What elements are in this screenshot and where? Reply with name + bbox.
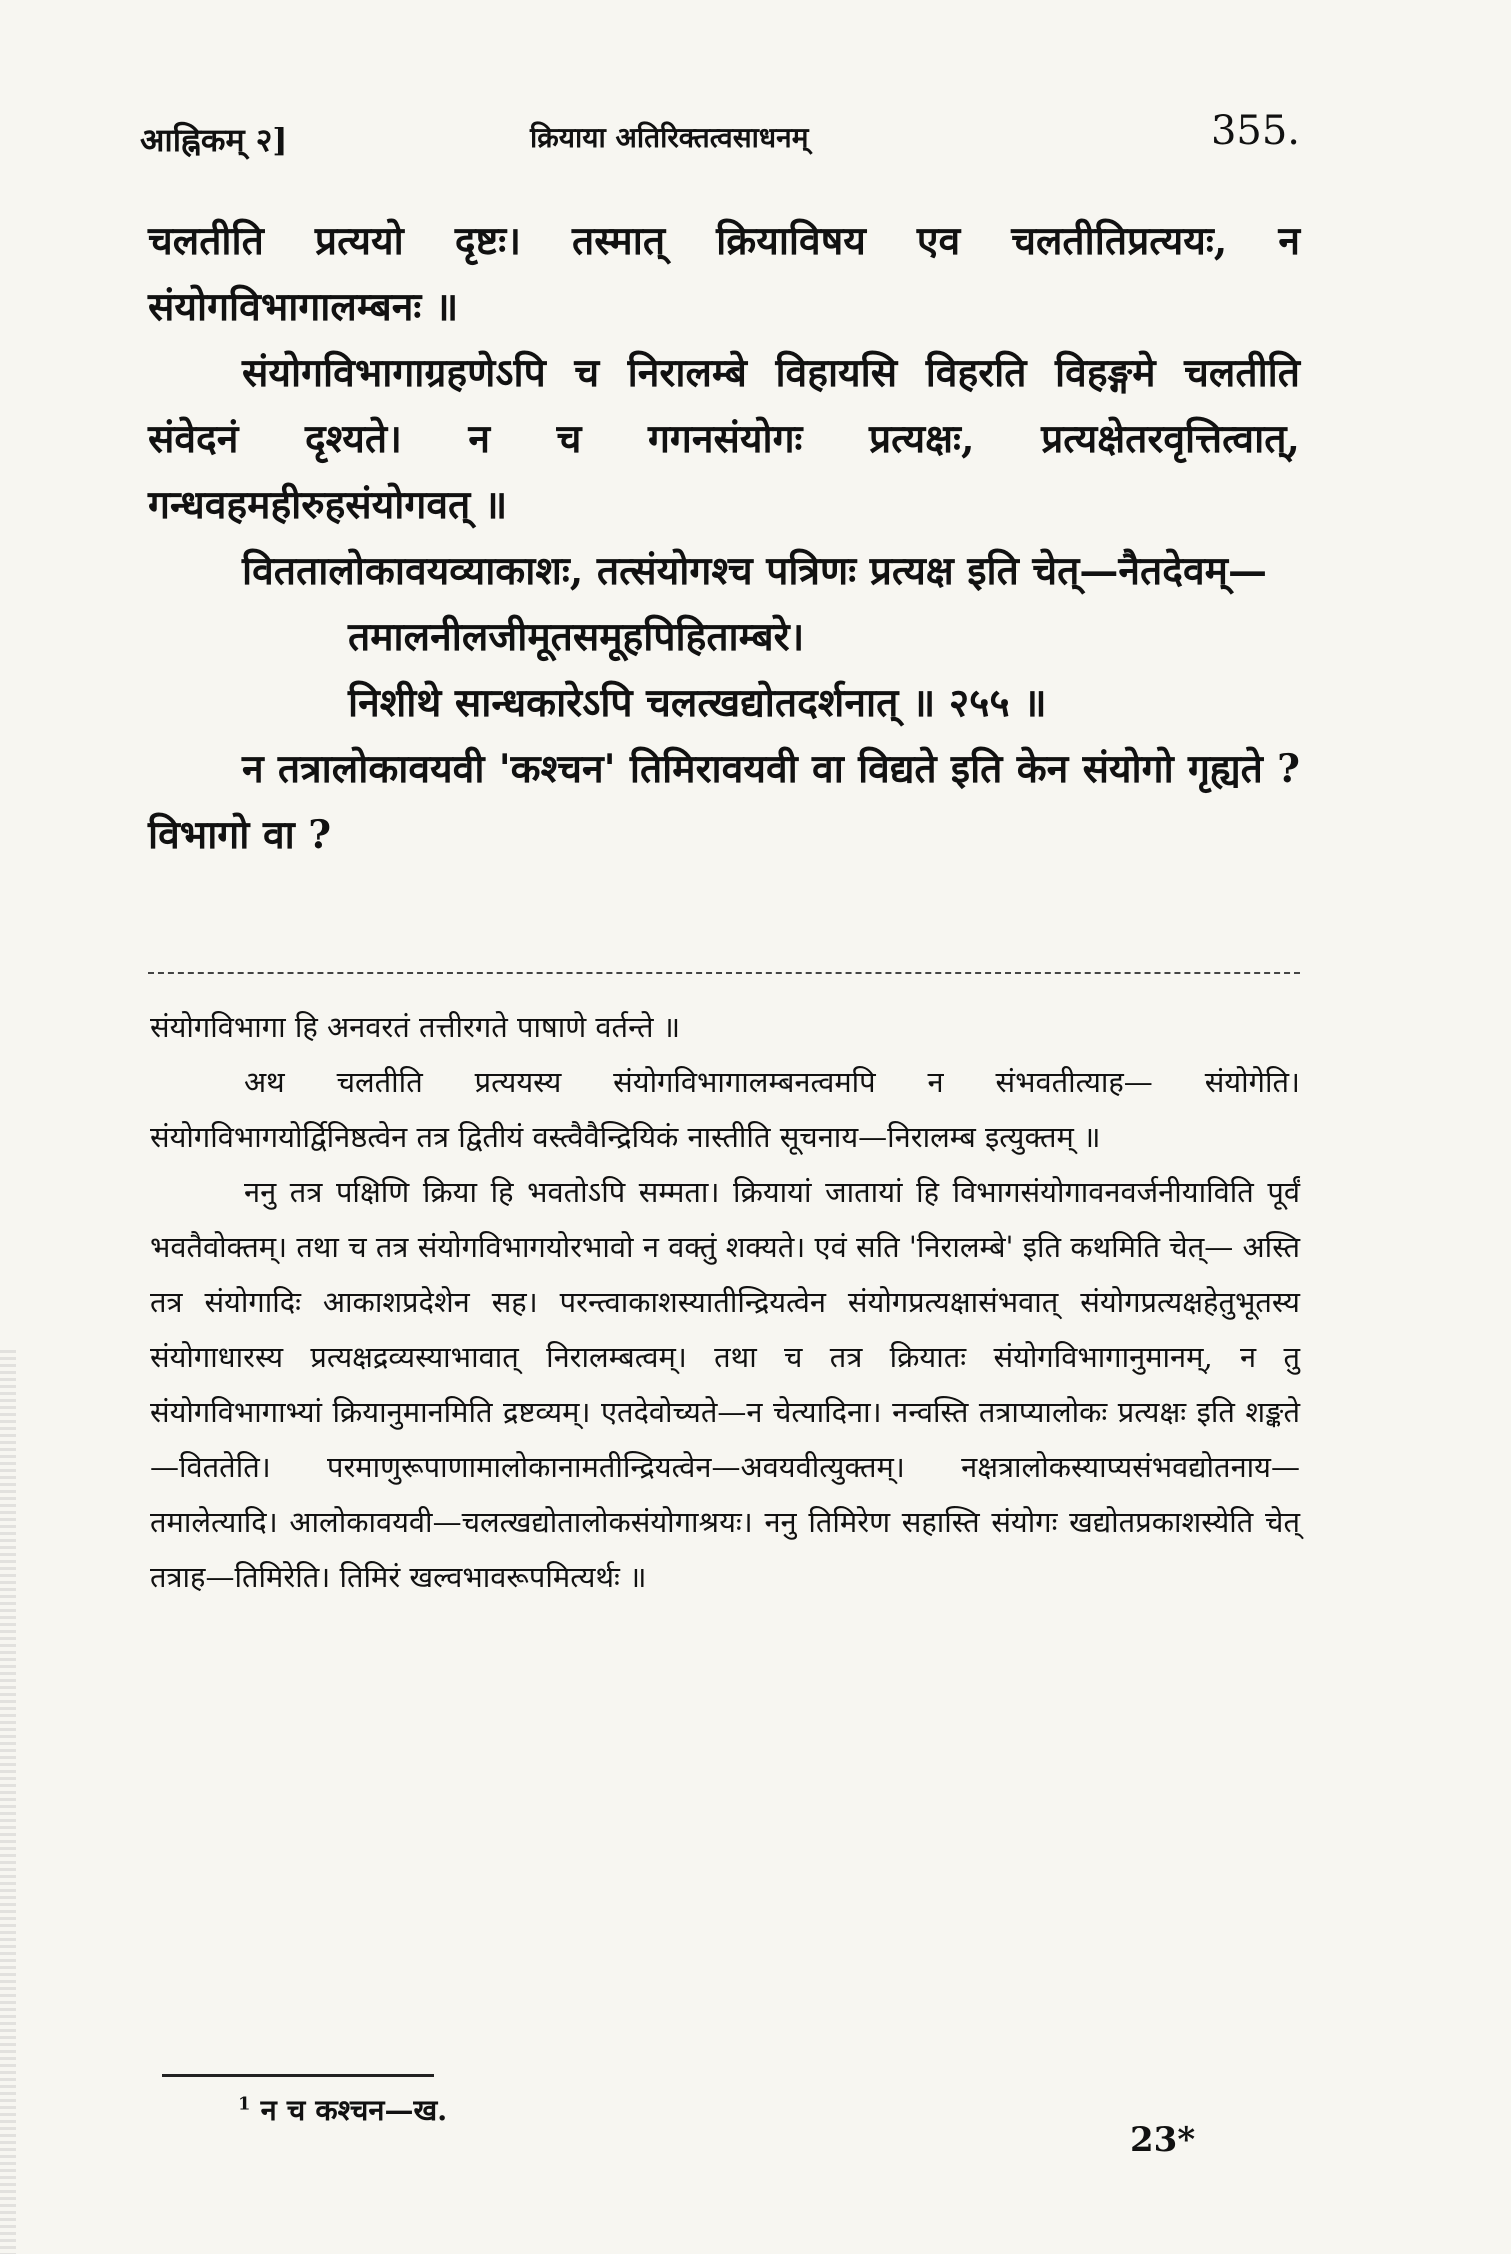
scan-edge-artifact <box>0 1350 16 2254</box>
running-header <box>140 108 1300 168</box>
page-number: 355. <box>1210 108 1300 154</box>
commentary <box>150 1000 1300 1605</box>
section-divider <box>148 972 1300 974</box>
main-paragraph-3: विततालोकावयव्याकाशः, तत्संयोगश्च पत्रिणः प्रत्यक्ष इति चेत्—नैतदेवम्— <box>242 548 1267 594</box>
header-title: क्रियाया अतिरिक्तत्वसाधनम् <box>530 121 809 154</box>
header-section-label: आह्निकम् २] <box>140 121 288 159</box>
main-paragraph-4: न तत्रालोकावयवी 'कश्चन' तिमिरावयवी वा विद्यते इति केन संयोगो गृह्यते ? विभागो वा ? <box>148 746 1300 858</box>
main-paragraph-2: संयोगविभागाग्रहणेऽपि च निरालम्बे विहायसि विहरति विहङ्गमे चलतीति संवेदनं दृश्यते। न च गगनसंयोगः प्रत्यक्षः, प्रत्यक्षेतरवृत्तित्वात्, गन्धवहमहीरुहसंयोगवत् ॥ <box>148 350 1300 528</box>
footnote-mark: 1 <box>238 2093 251 2115</box>
main-text <box>148 208 1300 868</box>
commentary-paragraph-2: अथ चलतीति प्रत्ययस्य संयोगविभागालम्बनत्वमपि न संभवतीत्याह— संयोगेति। संयोगविभागयोर्द्विनिष्ठत्वेन तत्र द्वितीयं वस्त्वैवैन्द्रियिकं नास्तीति सूचनाय—निरालम्ब इत्युक्तम् ॥ <box>150 1065 1300 1154</box>
verse-line-1: तमालनीलजीमूतसमूहपिहिताम्बरे। <box>348 614 805 660</box>
commentary-paragraph-1: संयोगविभागा हि अनवरतं तत्तीरगते पाषाणे वर्तन्ते ॥ <box>150 1010 681 1044</box>
main-paragraph-1: चलतीति प्रत्ययो दृष्टः। तस्मात् क्रियाविषय एव चलतीतिप्रत्ययः, न संयोगविभागालम्बनः ॥ <box>148 218 1300 330</box>
footnote-rule <box>162 2074 434 2077</box>
footnote <box>238 2090 447 2129</box>
signature-mark: 23* <box>1130 2120 1196 2160</box>
verse-line-2: निशीथे सान्धकारेऽपि चलत्खद्योतदर्शनात् ॥ २५५ ॥ <box>348 680 1047 726</box>
footnote-text: न च कश्चन—ख. <box>260 2093 448 2127</box>
commentary-paragraph-3: ननु तत्र पक्षिणि क्रिया हि भवतोऽपि सम्मता। क्रियायां जातायां हि विभागसंयोगावनवर्जनीयाविति पूर्वं भवतैवोक्तम्। तथा च तत्र संयोगविभागयोरभावो न वक्तुं शक्यते। एवं सति 'निरालम्बे' इति कथमिति चेत्— अस्ति तत्र संयोगादिः आकाशप्रदेशेन सह। परन्त्वाकाशस्यातीन्द्रियत्वेन संयोगप्रत्यक्षासंभवात् संयोगप्रत्यक्षहेतुभूतस्य संयोगाधारस्य प्रत्यक्षद्रव्यस्याभावात् निरालम्बत्वम्। तथा च तत्र क्रियातः संयोगविभागानुमानम्, न तु संयोगविभागाभ्यां क्रियानुमानमिति द्रष्टव्यम्। एतदेवोच्यते—न चेत्यादिना। नन्वस्ति तत्राप्यालोकः प्रत्यक्षः इति शङ्कते—विततेति। परमाणुरूपाणामालोकानामतीन्द्रियत्वेन—अवयवीत्युक्तम्। नक्षत्रालोकस्याप्यसंभवद्योतनाय—तमालेत्यादि। आलोकावयवी—चलत्खद्योतालोकसंयोगाश्रयः। ननु तिमिरेण सहास्ति संयोगः खद्योतप्रकाशस्येति चेत् तत्राह—तिमिरेति। तिमिरं खल्वभावरूपमित्यर्थः ॥ <box>150 1175 1300 1594</box>
